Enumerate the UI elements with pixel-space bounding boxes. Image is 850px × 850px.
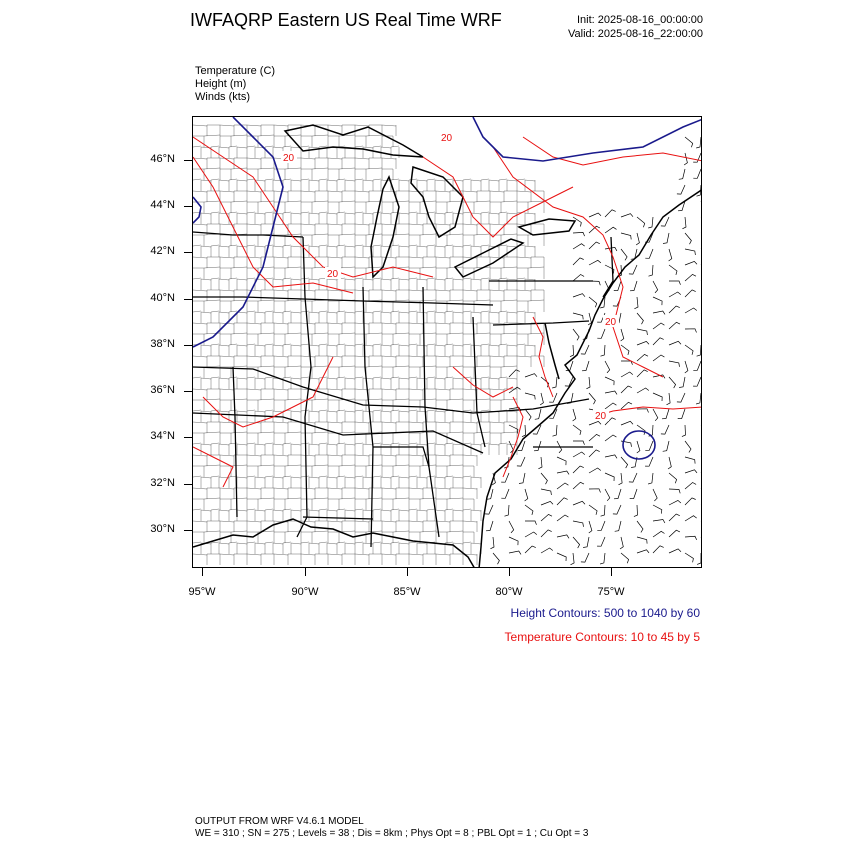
wind-barbs [485,137,702,565]
wind-barb [557,483,568,489]
temperature-contours [193,137,702,487]
wind-barb [685,457,695,464]
lat-tick [184,160,192,161]
wind-barb [573,501,585,505]
wind-barb [525,393,535,399]
lon-tick [611,568,612,576]
wind-barb [566,361,573,371]
wind-barb [541,489,551,495]
wind-barb [653,409,658,421]
lat-label: 30°N [150,523,175,535]
wind-barb [669,473,677,483]
model-config: WE = 310 ; SN = 275 ; Levels = 38 ; Dis = 8km ; Phys Opt = 8 ; PBL Opt = 1 ; Cu Opt = 3 [195,828,589,839]
wind-barb [589,260,601,265]
wind-barb [685,536,697,540]
lon-tick [305,568,306,576]
wind-barb [525,546,536,553]
wind-barb [653,520,665,524]
wind-barb [701,409,702,421]
wind-barb [486,521,493,531]
wind-barb [605,391,617,394]
temp-contour-label: 20 [595,411,607,422]
wind-barb [519,473,525,484]
wind-barb [621,233,631,239]
wind-barb [677,185,685,194]
wind-barb [701,231,702,234]
wind-barb [557,471,569,474]
wind-barb [693,377,701,386]
wind-barb [678,409,685,419]
wind-barb [637,329,647,335]
wind-barb [509,537,518,545]
wind-barb [636,233,639,245]
wind-barb [509,370,520,377]
wind-barb [682,425,686,437]
wind-barb [589,521,592,533]
wind-barb [621,553,629,563]
wind-barb [630,281,637,291]
wind-barb [637,341,649,345]
wind-barb [501,473,509,482]
wind-barb [637,550,649,553]
wind-barb [597,521,605,530]
wind-barb [669,322,680,329]
wind-barb [557,553,566,561]
wind-barb [669,530,680,537]
wind-barb [669,249,672,261]
wind-barb [573,275,584,282]
wind-barb [557,515,568,521]
wind-barb [701,425,702,434]
wind-barb [541,548,553,553]
temperature-contour-legend: Temperature Contours: 10 to 45 by 5 [504,630,700,644]
lon-label: 90°W [291,586,319,598]
wind-barb [685,261,697,265]
valid-time: Valid: 2025-08-16_22:00:00 [568,28,703,40]
wind-barb [645,441,653,450]
wind-barb [669,281,681,285]
wind-barb [653,393,662,401]
wind-barb [679,169,685,179]
init-time: Init: 2025-08-16_00:00:00 [577,14,703,26]
wind-barb [557,498,568,505]
wind-barb [573,244,585,249]
wind-barb [573,313,583,319]
wind-barb [653,323,664,329]
wind-barb [601,345,606,356]
wind-barb [653,355,664,361]
temp-contour-label: 20 [283,153,295,164]
lat-label: 34°N [150,430,175,442]
wind-barb [619,473,623,485]
wind-barb [696,137,701,148]
wind-barb [534,441,541,451]
wind-barb [621,249,627,260]
wind-barb [701,483,702,489]
variable-height: Height (m) [195,78,247,90]
wind-barb [682,217,686,229]
wind-barb [653,531,665,537]
wind-barb [653,505,662,514]
wind-barb [589,434,600,441]
wind-barb [701,521,702,528]
lat-tick [184,345,192,346]
wind-barb [653,297,662,305]
wind-barb [669,361,680,367]
wind-barb [701,201,702,213]
wind-barb [653,311,665,314]
lon-tick [407,568,408,576]
map-title: IWFAQRP Eastern US Real Time WRF [190,10,502,30]
wind-barb [525,532,537,537]
wind-barb [614,489,621,499]
wind-barb [573,425,581,435]
wind-barb [685,137,693,147]
lon-tick [509,568,510,576]
wind-barb [589,468,601,473]
wind-barb [669,500,681,505]
wind-barb [701,258,702,265]
wind-barb [630,489,637,499]
wind-barb [541,501,553,505]
wind-barb [605,210,616,217]
wind-barb [573,482,584,489]
height-contour-legend: Height Contours: 500 to 1040 by 60 [510,606,700,620]
wind-barb [637,521,643,532]
wind-barb [637,313,643,324]
wind-barb [669,489,680,493]
lat-tick [184,299,192,300]
wind-barb [522,425,526,437]
wind-barb [552,377,557,388]
wind-barb [701,440,702,444]
wind-barb [669,265,677,275]
wind-barb [605,473,614,481]
wind-barb [637,217,645,227]
wind-barb [653,489,657,501]
wind-barb [663,441,669,451]
lat-tick [184,484,192,485]
wind-barb [668,457,671,469]
lat-label: 42°N [150,245,175,257]
wind-barb [637,409,649,413]
wind-barb [588,313,591,325]
wind-barb [589,450,600,457]
wind-barb [637,441,640,453]
wind-barb [525,521,537,525]
wind-barb [589,393,595,404]
wind-barb [605,435,616,441]
wind-barb [649,265,654,276]
wind-barb [697,553,701,564]
wind-barb [621,386,632,393]
wind-barb [701,295,702,298]
map-svg [193,117,702,568]
wind-barb [573,232,585,236]
county-boundaries [193,125,544,565]
wind-barb [553,425,558,436]
lon-label: 80°W [495,586,523,598]
wind-barb [509,551,521,554]
lat-label: 36°N [150,384,175,396]
wind-barb [697,345,701,356]
coastline [193,125,702,568]
wind-barb [621,214,633,217]
wind-barb [583,537,589,548]
wind-barb [653,546,664,553]
wind-barb [597,329,605,338]
lat-tick [184,206,192,207]
wind-barb [573,466,584,473]
wind-barb [696,393,701,404]
wind-barb [600,553,605,564]
temp-contour-label: 20 [441,133,453,144]
wind-barb [685,329,697,333]
variable-temperature: Temperature (C) [195,65,276,77]
model-info: OUTPUT FROM WRF V4.6.1 MODEL [195,816,364,827]
wind-barb [685,345,693,355]
wind-barb [661,425,669,434]
wind-barb [637,354,648,361]
wind-barb [605,361,610,373]
wind-barb [573,329,579,340]
wind-barb [621,457,628,468]
wind-barb [685,498,696,505]
wind-barb [540,393,543,405]
lat-label: 44°N [150,199,175,211]
wind-barb [525,489,528,501]
wind-barb [701,275,702,281]
lat-tick [184,530,192,531]
wind-barb [634,505,638,517]
wind-barb [693,169,701,178]
lat-tick [184,252,192,253]
wind-barb [597,537,605,546]
wind-barb [693,361,701,370]
wind-barb [679,377,685,388]
wind-barb [605,489,610,501]
wind-barb [615,521,621,531]
wind-barb [613,505,621,514]
wind-barb [573,537,580,548]
wind-barb [653,338,664,345]
lat-label: 40°N [150,292,175,304]
wind-barb [525,374,537,377]
wind-barb [634,297,638,309]
wind-barb [685,483,696,490]
variable-winds: Winds (kts) [195,91,250,103]
wind-barb [589,505,597,515]
wind-barb [525,505,533,515]
wind-barb [685,249,695,255]
wind-barb [648,217,653,228]
wind-barb [684,153,687,165]
wind-barb [669,292,681,297]
wind-barb [669,306,680,313]
lat-tick [184,391,192,392]
wind-barb [637,425,645,435]
wind-barb [493,553,499,564]
wind-barb [509,521,514,533]
wind-barb [589,213,601,217]
wind-barb [605,455,617,458]
wind-barb [581,553,589,562]
wind-barb [701,503,702,506]
wind-barb [685,308,697,313]
wind-barb [629,265,637,274]
wind-barb [517,457,525,466]
wind-barb [685,233,691,244]
wind-barb [685,553,693,562]
wind-barb [573,521,584,527]
wind-barb [653,281,658,293]
wind-barb [662,409,669,419]
wind-barb [685,274,696,281]
wind-barb [701,537,702,549]
wind-barb [621,372,633,377]
wind-barb [629,473,637,482]
wind-barb [701,329,702,341]
wind-barb [621,329,624,341]
lon-label: 95°W [188,586,216,598]
lon-label: 75°W [597,586,625,598]
lon-tick [202,568,203,576]
wind-barb [620,537,623,549]
wind-barb [663,233,669,244]
wind-barb [605,403,616,409]
wind-barb [614,281,621,291]
map-panel [192,116,702,568]
wind-barb [621,421,633,425]
wind-barb [621,402,632,409]
wind-barb [557,457,566,465]
wind-barb [525,409,531,420]
wind-barb [573,258,584,265]
wind-barb [601,505,605,516]
wind-barb [701,451,702,457]
lat-tick [184,437,192,438]
wind-barb [573,294,585,297]
lon-label: 85°W [393,586,421,598]
wind-barb [557,535,569,538]
wind-barb [586,377,590,389]
wind-barb [589,297,597,307]
wind-barb [677,393,685,402]
wind-barb [573,452,585,457]
wind-barb [669,377,676,388]
wind-barb [685,290,696,297]
wind-barb [501,489,509,498]
wind-barb [573,409,576,421]
wind-barb [589,242,600,249]
wind-barb [541,473,547,484]
wind-barb [685,361,688,373]
wind-barb [667,393,671,405]
wind-barb [549,393,557,402]
wind-barb [621,361,633,365]
wind-barb [605,227,617,233]
wind-barb [573,441,585,445]
wind-barb [701,217,702,225]
wind-barb [571,553,575,565]
temp-contour-label: 20 [605,317,617,328]
wind-barb [637,388,649,393]
wind-barb [645,249,653,258]
wind-barb [589,489,601,493]
wind-barb [541,514,552,521]
wind-barb [701,466,702,473]
wind-barb [541,530,552,537]
wind-barb [637,370,648,377]
wind-barb [701,243,702,249]
wind-barb [669,341,681,345]
wind-barb [685,516,697,521]
wind-barb [685,470,697,473]
wind-barb [490,537,494,549]
lat-label: 46°N [150,153,175,165]
wind-barb [637,537,647,544]
wind-barb [648,473,653,484]
lat-label: 32°N [150,477,175,489]
temp-contour-label: 20 [327,269,339,280]
wind-barb [685,441,691,452]
wind-barb [669,549,681,553]
wind-barb [535,409,541,419]
wind-barb [570,345,574,357]
wind-barb [605,377,614,385]
wind-barb [701,313,702,321]
wind-barb [505,505,510,516]
wind-barb [669,514,680,521]
wind-barb [582,361,589,371]
wind-barb [538,457,542,469]
lat-label: 38°N [150,338,175,350]
